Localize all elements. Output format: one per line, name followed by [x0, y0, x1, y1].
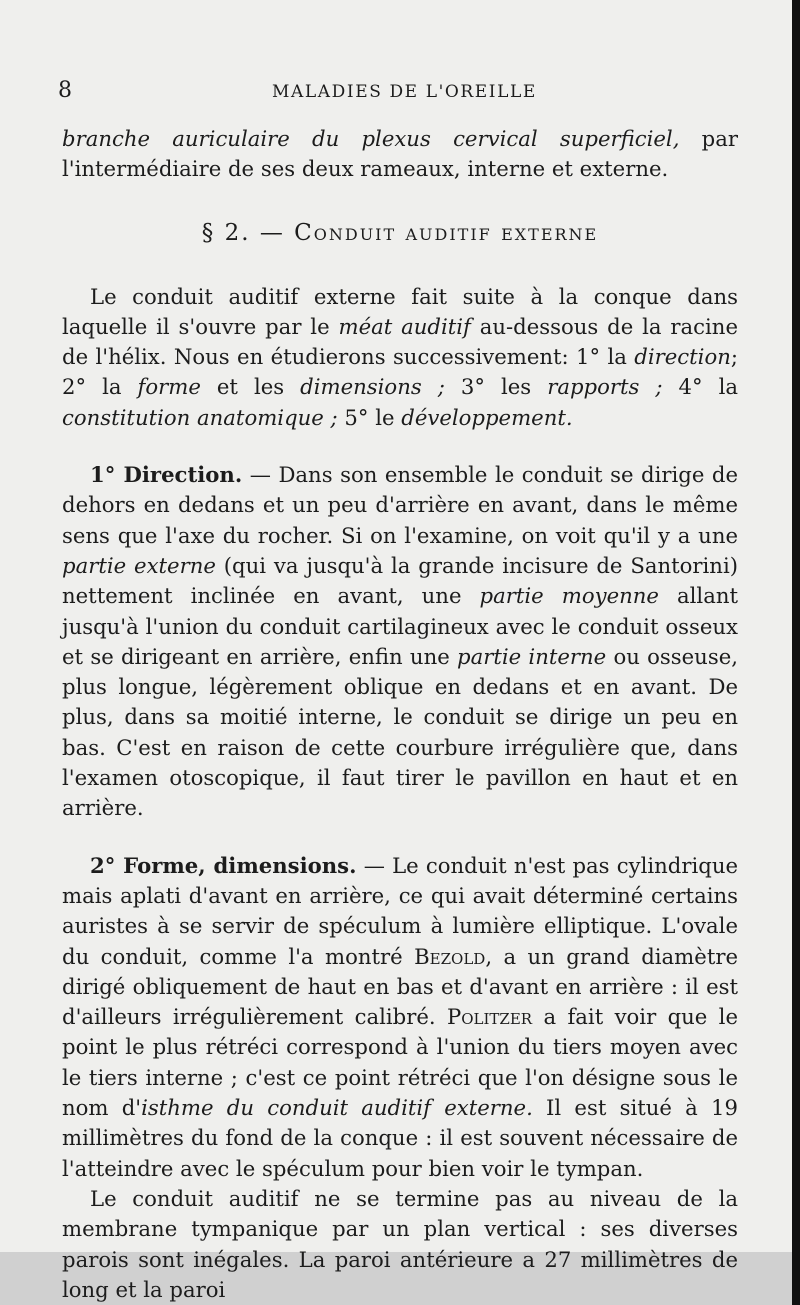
paragraph-text: Le conduit auditif ne se termine pas au niveau de la membrane tympanique par un plan vertical : ses diverses parois sont inégales. La paroi antérieure a 27 millimètres de long et la paroi — [62, 1185, 738, 1302]
author-name: Politzer — [446, 1004, 533, 1030]
author-name: Bezold — [414, 943, 486, 969]
italic-term: partie moyenne — [479, 583, 659, 609]
italic-term: développement. — [401, 404, 573, 430]
subsection-heading: 1° Direction. — [90, 462, 243, 488]
italic-term: isthme du conduit auditif externe. — [141, 1095, 533, 1121]
paragraph-text: ou osseuse, plus longue, légèrement oblique en dedans et en avant. De plus, dans sa moitié interne, le conduit se dirige un peu en bas. C'est en raison de cette courbure irrégulière que, dans l'examen otoscopique, il faut tirer le pavillon en haut et en arrière. — [62, 643, 738, 821]
scan-edge — [792, 0, 800, 1305]
italic-text: branche auriculaire du plexus cervical superficiel, — [62, 126, 680, 151]
paragraph-intro — [62, 282, 738, 433]
section-number: § 2. — — [201, 219, 295, 246]
italic-term: méat auditif — [338, 313, 471, 339]
paragraph-direction — [62, 460, 738, 824]
paragraph-text: (qui va jusqu'à la grande incisure de Santorini) nettement inclinée en avant, une — [62, 552, 738, 609]
paragraph-text: 4° la — [662, 374, 739, 400]
paragraph-text: a fait voir que le point le plus rétréci correspond à l'union du tiers moyen avec le tiers interne ; c'est ce point rétréci que l'on désigne sous le nom d' — [62, 1004, 738, 1121]
page-body — [62, 124, 738, 1305]
paragraph-text: au-dessous de la racine de l'hélix. Nous en étudierons successivement: 1° la — [62, 313, 738, 370]
paragraph-text: — Le conduit n'est pas cylindrique mais aplati d'avant en arrière, ce qui avait déterminé certains auristes à se servir de spéculum à lumière elliptique. L'ovale du conduit, comme l'a montré — [62, 852, 739, 969]
italic-term: constitution anatomique ; — [62, 404, 338, 430]
italic-term: rapports ; — [547, 374, 663, 400]
paragraph-continuation — [62, 124, 738, 185]
page-number: 8 — [58, 78, 72, 103]
page-header — [0, 76, 792, 112]
paragraph-text: Il est situé à 19 millimètres du fond de la conque : il est souvent nécessaire de l'atteindre avec le spéculum pour bien voir le tympan. — [62, 1095, 738, 1181]
paragraph-text: allant jusqu'à l'union du conduit cartilagineux avec le conduit osseux et se dirigeant en arrière, enfin une — [62, 583, 738, 669]
paragraph-text: — Dans son ensemble le conduit se dirige de dehors en dedans et un peu d'arrière en avant, dans le même sens que l'axe du rocher. Si on l'examine, on voit qu'il y a une — [62, 462, 738, 548]
running-head: MALADIES DE L'OREILLE — [272, 82, 537, 102]
section-title: Conduit auditif externe — [294, 219, 599, 246]
italic-term: partie interne — [457, 643, 607, 669]
italic-term: dimensions ; — [300, 374, 445, 400]
paragraph-forme — [62, 851, 738, 1184]
italic-term: direction — [634, 344, 731, 370]
paragraph-text: ; 2° la — [62, 344, 738, 400]
paragraph-parois — [62, 1184, 738, 1305]
section-heading — [62, 216, 738, 250]
subsection-heading: 2° Forme, dimensions. — [90, 852, 357, 878]
paragraph-text: 3° les — [444, 374, 548, 400]
paragraph-text: Le conduit auditif externe fait suite à la conque dans laquelle il s'ouvre par le — [62, 283, 738, 339]
paragraph-text: et les — [200, 374, 301, 400]
italic-term: forme — [137, 374, 201, 400]
paragraph-text: 5° le — [337, 404, 402, 430]
paragraph-text: , a un grand diamètre dirigé obliquement de haut en bas et d'avant en arrière : il est d'ailleurs irrégulièrement calibré. — [62, 943, 738, 1030]
paragraph-text: par l'intermédiaire de ses deux rameaux, interne et externe. — [62, 126, 738, 182]
italic-term: partie externe — [62, 552, 216, 578]
